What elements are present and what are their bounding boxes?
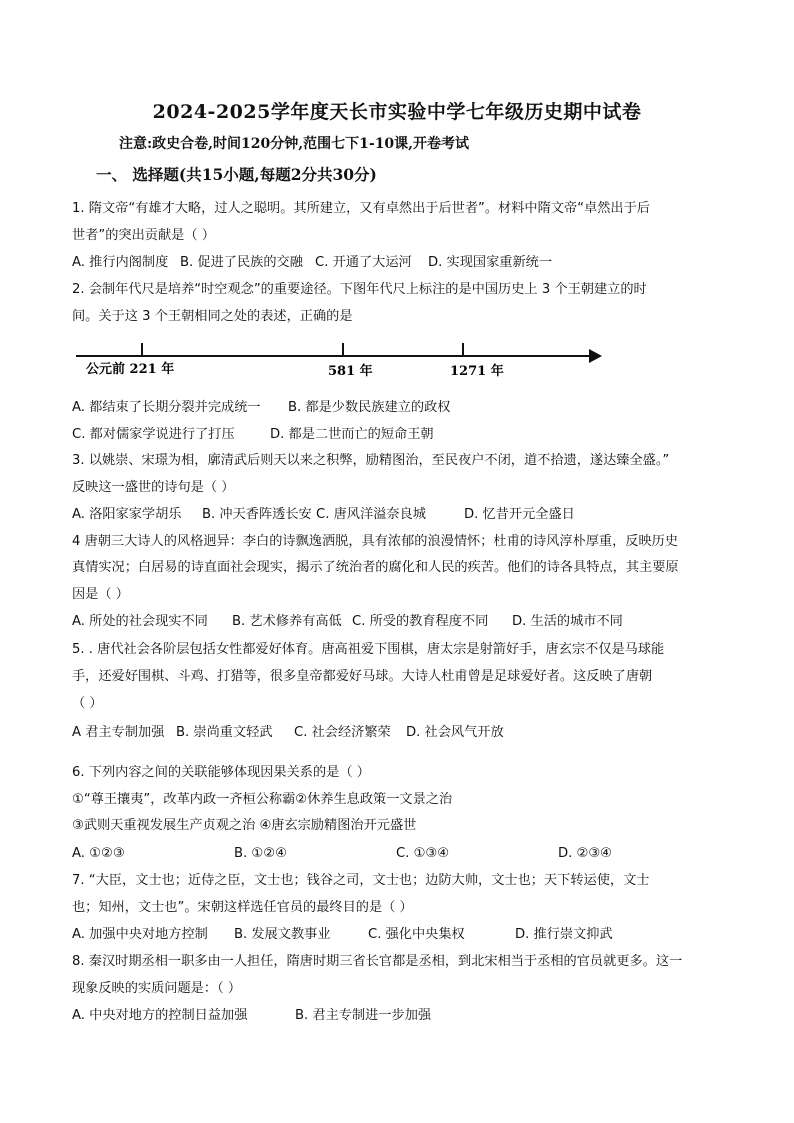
q7-option-a: A. 加强中央对地方控制 bbox=[72, 927, 208, 942]
q6-stem-line2: ①“尊王攘夷”，改革内政一齐桓公称霸②休养生息政策一文景之治 bbox=[72, 792, 453, 807]
q8-option-a: A. 中央对地方的控制日益加强 bbox=[72, 1008, 248, 1023]
q7-option-d: D. 推行崇文抑武 bbox=[515, 927, 613, 942]
q4-option-a: A. 所处的社会现实不同 bbox=[72, 614, 208, 629]
q1-option-c: C. 开通了大运河 bbox=[315, 255, 412, 270]
timeline-chart bbox=[72, 336, 612, 386]
exam-title: 2024-2025学年度天长市实验中学七年级历史期中试卷 bbox=[152, 101, 642, 123]
exam-notice: 注意:政史合卷,时间120分钟,范围七下1-10课,开卷考试 bbox=[119, 136, 470, 152]
q1-stem-line2: 世者”的突出贡献是（ ） bbox=[72, 228, 215, 243]
q5-stem-line3: （ ） bbox=[72, 696, 103, 711]
q2-option-c: C. 都对儒家学说进行了打压 bbox=[72, 427, 235, 442]
q4-option-c: C. 所受的教育程度不同 bbox=[352, 614, 489, 629]
q2-option-b: B. 都是少数民族建立的政权 bbox=[288, 400, 451, 415]
timeline-label-1271: 1271 年 bbox=[450, 364, 504, 379]
q5-option-c: C. 社会经济繁荣 bbox=[294, 725, 391, 740]
timeline-arrow-icon bbox=[589, 349, 602, 363]
q5-option-a: A 君主专制加强 bbox=[72, 725, 165, 740]
q2-option-d: D. 都是二世而亡的短命王朝 bbox=[270, 427, 434, 442]
q1-stem-line1: 1. 隋文帝“有雄才大略，过人之聪明。其所建立，又有卓然出于后世者”。材料中隋文帝“卓然出于后 bbox=[72, 201, 650, 216]
q1-option-d: D. 实现国家重新统一 bbox=[428, 255, 553, 270]
q8-stem-line1: 8. 秦汉时期丞相一职多由一人担任，隋唐时期三省长官都是丞相，到北宋相当于丞相的官员就更多。这一 bbox=[72, 954, 683, 969]
q3-option-d: D. 忆昔开元全盛日 bbox=[464, 507, 575, 522]
q7-stem-line2: 也；知州，文士也”。宋朝这样选任官员的最终目的是（ ） bbox=[72, 900, 413, 915]
q4-stem-line2: 真情实况；白居易的诗直面社会现实，揭示了统治者的腐化和人民的疾苦。他们的诗各具特点，其主要原 bbox=[72, 560, 679, 575]
q6-stem-line3: ③武则天重视发展生产贞观之治 ④唐玄宗励精图治开元盛世 bbox=[72, 818, 417, 833]
q4-option-b: B. 艺术修养有高低 bbox=[232, 614, 342, 629]
q5-stem-line2: 手，还爱好围棋、斗鸡、打猎等，很多皇帝都爱好马球。大诗人杜甫曾是足球爱好者。这反映了唐朝 bbox=[72, 669, 653, 684]
timeline-label-221bc: 公元前 221 年 bbox=[86, 362, 175, 377]
timeline-label-581: 581 年 bbox=[328, 364, 373, 379]
q4-stem-line3: 因是（ ） bbox=[72, 587, 129, 602]
q3-option-b: B. 冲天香阵透长安 bbox=[202, 507, 312, 522]
q1-option-b: B. 促进了民族的交融 bbox=[180, 255, 303, 270]
q6-option-b: B. ①②④ bbox=[234, 846, 287, 861]
q5-option-b: B. 崇尚重文轻武 bbox=[176, 725, 273, 740]
section-heading: 一、 选择题(共15小题,每题2分共30分) bbox=[96, 165, 377, 184]
q4-option-d: D. 生活的城市不同 bbox=[512, 614, 623, 629]
q4-stem-line1: 4 唐朝三大诗人的风格迥异：李白的诗飘逸洒脱，具有浓郁的浪漫情怀；杜甫的诗风淳朴厚重，反映历史 bbox=[72, 534, 679, 549]
q3-option-a: A. 洛阳家家学胡乐 bbox=[72, 507, 182, 522]
q5-option-d: D. 社会风气开放 bbox=[406, 725, 504, 740]
q3-stem-line1: 3. 以姚崇、宋璟为相，廓清武后则天以来之积弊，励精图治，至民夜户不闭，道不拾遗，遂达臻全盛。” bbox=[72, 453, 670, 468]
q2-stem-line2: 间。关于这 3 个王朝相同之处的表述，正确的是 bbox=[72, 309, 353, 324]
q7-option-c: C. 强化中央集权 bbox=[368, 927, 465, 942]
q6-option-c: C. ①③④ bbox=[396, 846, 450, 861]
q8-option-b: B. 君主专制进一步加强 bbox=[295, 1008, 432, 1023]
q6-stem-line1: 6. 下列内容之间的关联能够体现因果关系的是（ ） bbox=[72, 765, 370, 780]
q3-stem-line2: 反映这一盛世的诗句是（ ） bbox=[72, 480, 235, 495]
q7-stem-line1: 7. “大臣，文士也；近侍之臣，文士也；钱谷之司，文士也；边防大帅，文士也；天下转运使，文士 bbox=[72, 873, 650, 888]
q5-stem-line1: 5. . 唐代社会各阶层包括女性都爱好体育。唐高祖爱下围棋，唐太宗是射箭好手，唐玄宗不仅是马球能 bbox=[72, 642, 665, 657]
q7-option-b: B. 发展文教事业 bbox=[234, 927, 331, 942]
q6-option-a: A. ①②③ bbox=[72, 846, 125, 861]
q8-stem-line2: 现象反映的实质问题是：（ ） bbox=[72, 981, 242, 996]
q2-option-a: A. 都结束了长期分裂并完成统一 bbox=[72, 400, 261, 415]
q1-option-a: A. 推行内阁制度 bbox=[72, 255, 169, 270]
q2-stem-line1: 2. 会制年代尺是培养“时空观念”的重要途径。下图年代尺上标注的是中国历史上 3 个王朝建立的时 bbox=[72, 282, 647, 297]
q3-option-c: C. 唐风洋溢奈良城 bbox=[316, 507, 426, 522]
q6-option-d: D. ②③④ bbox=[558, 846, 613, 861]
